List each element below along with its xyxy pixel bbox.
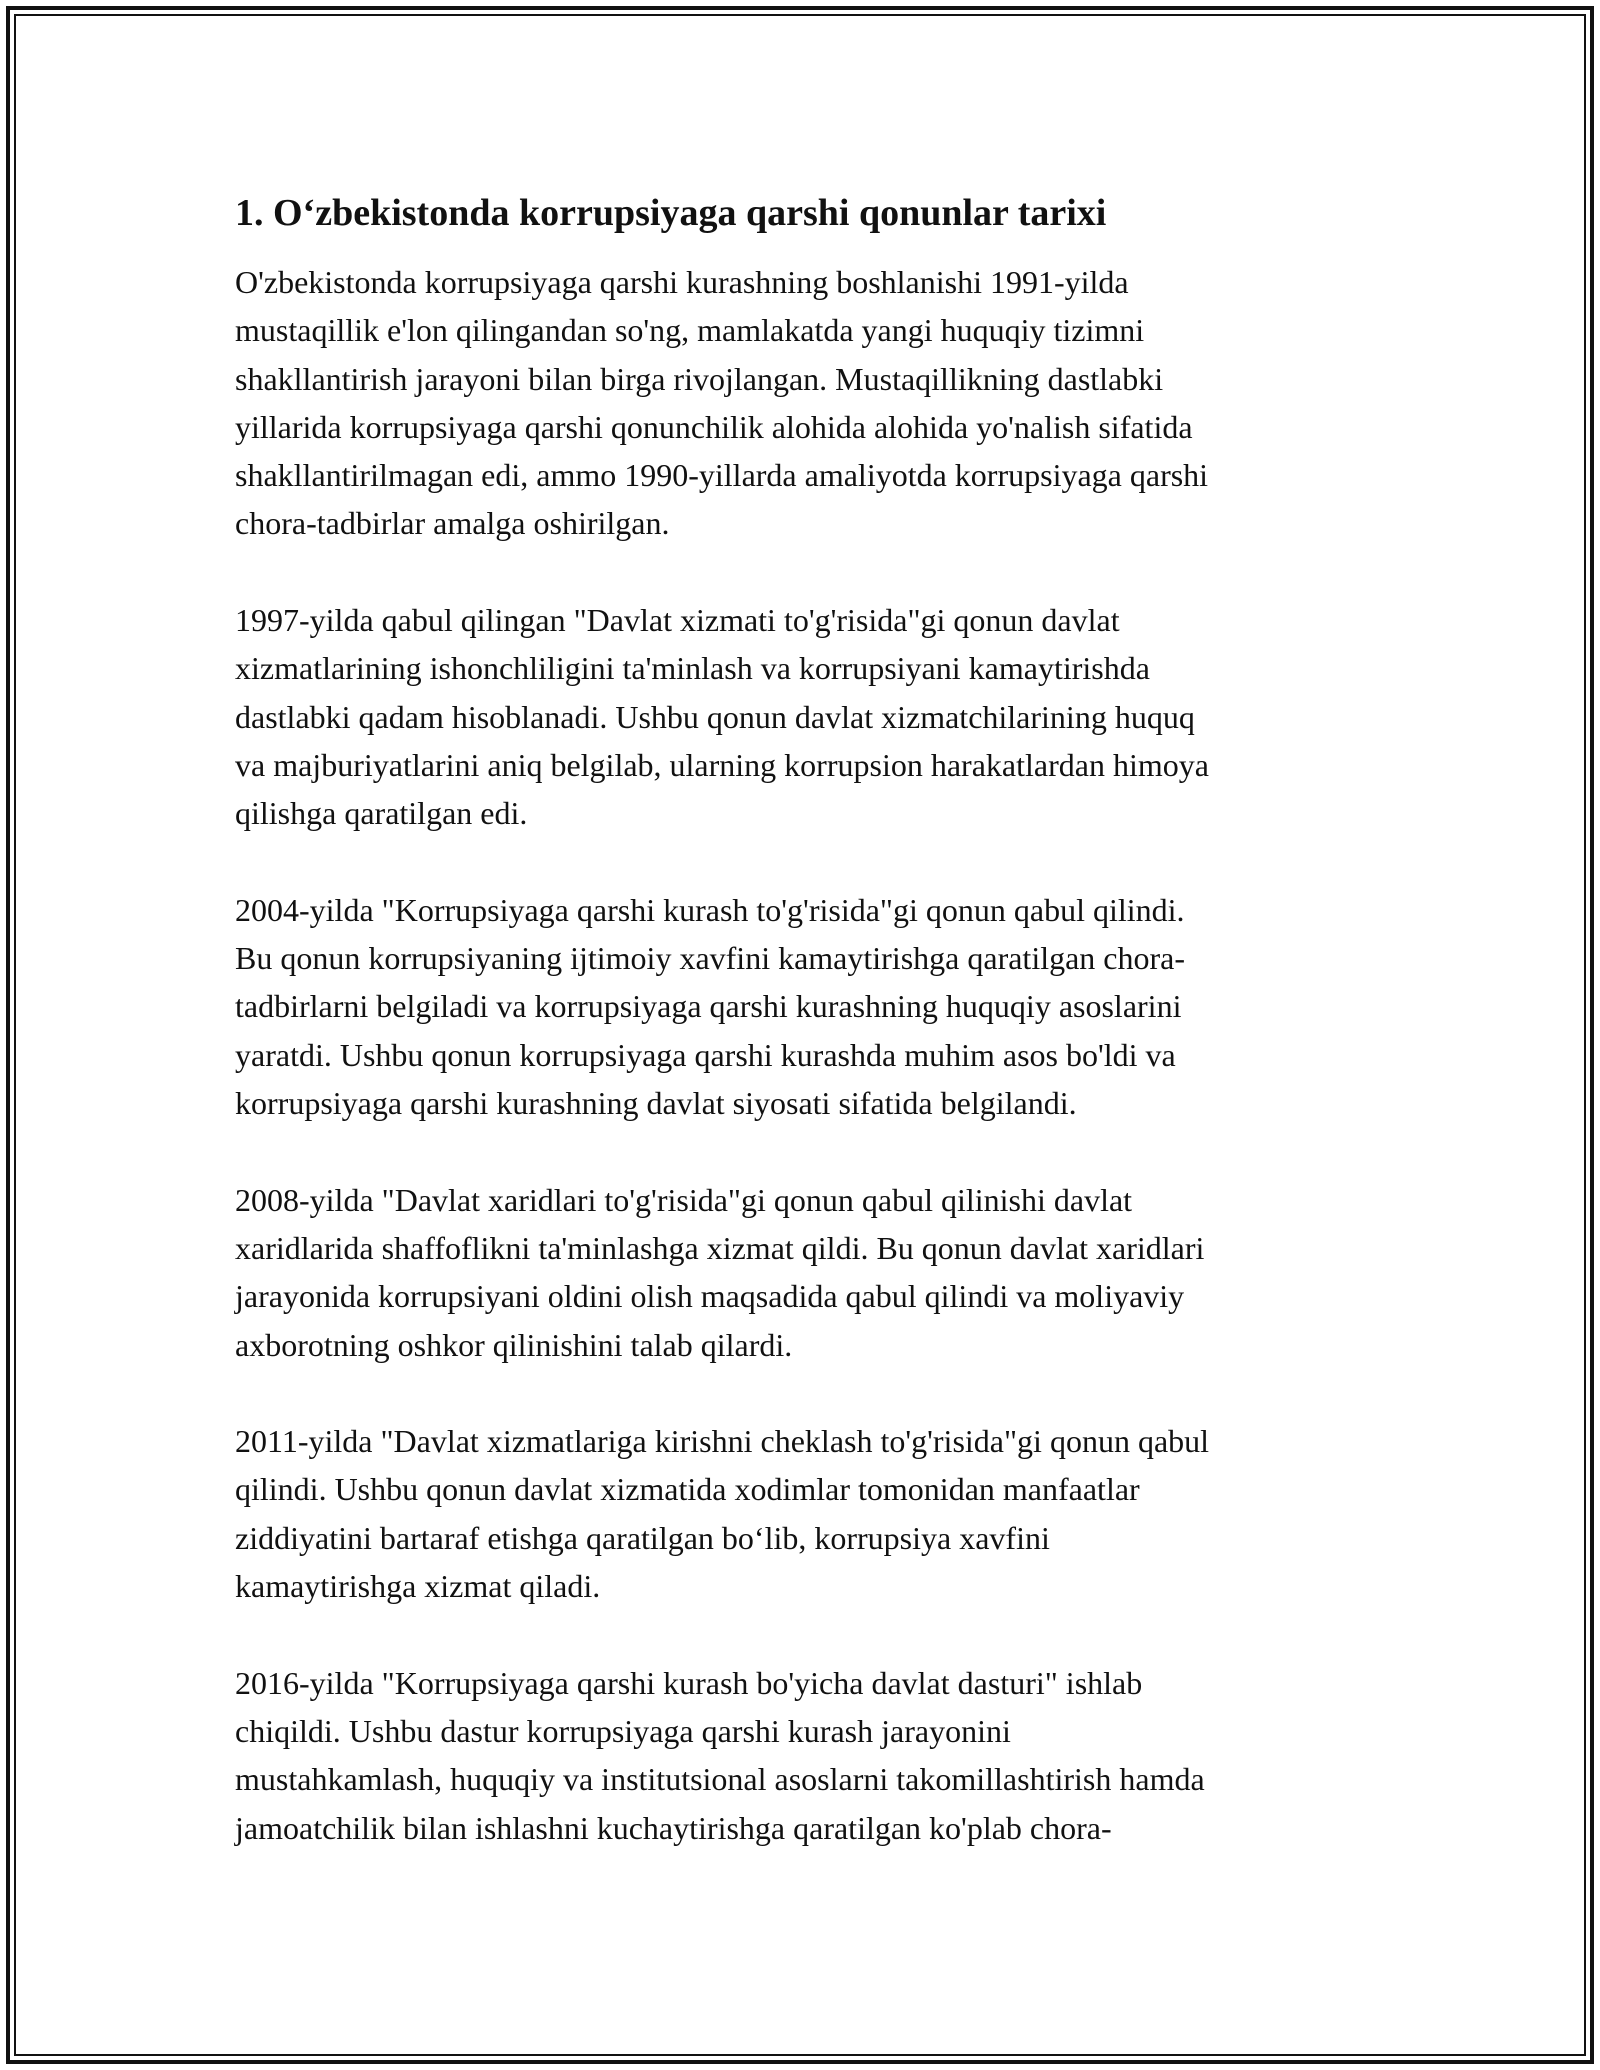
- document-body: [235, 186, 1365, 1852]
- paragraph-1997: 1997-yilda qabul qilingan "Davlat xizmati to'g'risida"gi qonun davlat xizmatlarining ishonchliligini ta'minlash va korrupsiyani kamaytirishda dastlabki qadam hisoblanadi. Ushbu qonun davlat xizmatchilarining huquq va majburiyatlarini aniq belgilab, ularning korrupsion harakatlardan himoya qilishga qaratilgan edi.: [235, 602, 1209, 832]
- paragraph-2011: 2011-yilda "Davlat xizmatlariga kirishni cheklash to'g'risida"gi qonun qabul qilindi. Ushbu qonun davlat xizmatida xodimlar tomonidan manfaatlar ziddiyatini bartaraf etishga qaratilgan bo‘lib, korrupsiya xavfini kamaytirishga xizmat qiladi.: [235, 1423, 1210, 1605]
- paragraph-2008: 2008-yilda "Davlat xaridlari to'g'risida"gi qonun qabul qilinishi davlat xaridlarida shaffoflikni ta'minlashga xizmat qildi. Bu qonun davlat xaridlari jarayonida korrupsiyani oldini olish maqsadida qabul qilindi va moliyaviy axborotning oshkor qilinishini talab qilardi.: [235, 1181, 1205, 1363]
- section-heading: 1. O‘zbekistonda korrupsiyaga qarshi qonunlar tarixi: [235, 192, 1107, 234]
- paragraph-2016: 2016-yilda "Korrupsiyaga qarshi kurash bo'yicha davlat dasturi" ishlab chiqildi. Ushbu dastur korrupsiyaga qarshi kurash jarayonini mustahkamlash, huquqiy va institutsional asoslarni takomillashtirish hamda jamoatchilik bilan ishlashni kuchaytirishga qaratilgan ko'plab chora-: [235, 1664, 1205, 1846]
- paragraph-2004: 2004-yilda "Korrupsiyaga qarshi kurash to'g'risida"gi qonun qabul qilindi. Bu qonun korrupsiyaning ijtimoiy xavfini kamaytirishga qaratilgan chora- tadbirlarni belgiladi va korrupsiyaga qarshi kurashning huquqiy asoslarini yaratdi. Ushbu qonun korrupsiyaga qarshi kurashda muhim asos bo'ldi va korrupsiyaga qarshi kurashning davlat siyosati sifatida belgilandi.: [235, 891, 1186, 1122]
- paragraph-independence: O'zbekistonda korrupsiyaga qarshi kurashning boshlanishi 1991-yilda mustaqillik e'lon qilingandan so'ng, mamlakatda yangi huquqiy tizimni shakllantirish jarayoni bilan birga rivojlangan. Mustaqillikning dastlabki yillarida korrupsiyaga qarshi qonunchilik alohida alohida yo'nalish sifatida shakllantirilmagan edi, ammo 1990-yillarda amaliyotda korrupsiyaga qarshi chora-tadbirlar amalga oshirilgan.: [235, 264, 1209, 542]
